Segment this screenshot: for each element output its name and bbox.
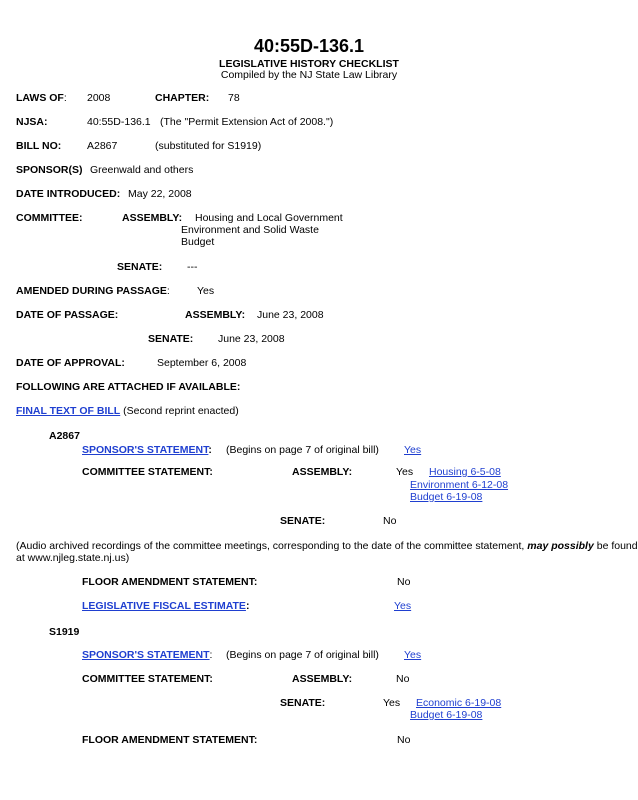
amended-row — [16, 285, 170, 297]
date-of-approval-value: September 6, 2008 — [157, 357, 247, 369]
budget-statement-link[interactable]: Budget 6-19-08 — [410, 491, 483, 503]
committee-assembly-label: ASSEMBLY: — [122, 212, 183, 224]
laws-of-row — [16, 92, 67, 104]
chapter-value: 78 — [228, 92, 240, 104]
audio-note-emphasis: may possibly — [527, 540, 594, 552]
audio-note-text: (Audio archived recordings of the committee meetings, corresponding to the date of the committee statement, — [16, 540, 525, 552]
budget-senate-statement-link[interactable]: Budget 6-19-08 — [410, 709, 483, 721]
a2867-sponsor-statement-yes-link[interactable]: Yes — [404, 444, 422, 456]
laws-of-label: LAWS OF — [16, 92, 64, 104]
final-text-link[interactable]: FINAL TEXT OF BILL — [16, 405, 121, 417]
amended-value: Yes — [197, 285, 215, 297]
s1919-sponsor-statement-row — [82, 649, 212, 661]
date-introduced-label: DATE INTRODUCED: — [16, 188, 121, 200]
housing-statement-link[interactable]: Housing 6-5-08 — [429, 466, 501, 478]
audio-note-text: be found — [596, 540, 638, 552]
page-title: 40:55D-136.1 — [253, 36, 365, 56]
committee-label: COMMITTEE: — [16, 212, 83, 224]
a2867-committee-assembly-label: ASSEMBLY: — [292, 466, 353, 478]
sponsors-value: Greenwald and others — [90, 164, 194, 176]
s1919-committee-assembly-label: ASSEMBLY: — [292, 673, 353, 685]
laws-of-colon: : — [63, 92, 67, 104]
a2867-sponsor-statement-row — [82, 444, 212, 456]
committee-senate-label: SENATE: — [117, 261, 163, 273]
s1919-sponsor-statement-yes-link[interactable]: Yes — [404, 649, 422, 661]
fiscal-estimate-link[interactable]: LEGISLATIVE FISCAL ESTIMATE — [82, 600, 246, 612]
njsa-value: 40:55D-136.1 — [87, 116, 151, 128]
passage-assembly-value: June 23, 2008 — [257, 309, 324, 321]
s1919-floor-amendment-label: FLOOR AMENDMENT STATEMENT: — [82, 734, 258, 746]
committee-assembly-value: Budget — [181, 236, 215, 248]
final-text-note: (Second reprint enacted) — [123, 405, 239, 417]
a2867-sponsor-statement-colon: : — [208, 444, 212, 456]
a2867-committee-senate-label: SENATE: — [280, 515, 326, 527]
a2867-sponsor-statement-link[interactable]: SPONSOR'S STATEMENT — [82, 444, 209, 456]
final-text-row — [16, 405, 239, 417]
committee-assembly-value: Environment and Solid Waste — [181, 224, 319, 236]
bill-no-note: (substituted for S1919) — [155, 140, 262, 152]
s1919-sponsor-statement-colon: : — [209, 649, 213, 661]
bill-no-value: A2867 — [87, 140, 118, 152]
s1919-committee-assembly-value: No — [396, 673, 410, 685]
a2867-sponsor-statement-note: (Begins on page 7 of original bill) — [226, 444, 379, 456]
bill-no-label: BILL NO: — [16, 140, 62, 152]
compiled-by: Compiled by the NJ State Law Library — [220, 69, 398, 81]
date-of-passage-label: DATE OF PASSAGE: — [16, 309, 119, 321]
committee-assembly-value: Housing and Local Government — [195, 212, 343, 224]
sponsors-label: SPONSOR(S) — [16, 164, 83, 176]
a2867-committee-assembly-value: Yes — [396, 466, 414, 478]
date-introduced-value: May 22, 2008 — [128, 188, 192, 200]
a2867-floor-amendment-label: FLOOR AMENDMENT STATEMENT: — [82, 576, 258, 588]
a2867-floor-amendment-value: No — [397, 576, 411, 588]
s1919-floor-amendment-value: No — [397, 734, 411, 746]
chapter-label: CHAPTER: — [155, 92, 210, 104]
committee-senate-value: --- — [187, 261, 198, 273]
passage-senate-label: SENATE: — [148, 333, 194, 345]
njsa-label: NJSA: — [16, 116, 48, 128]
s1919-committee-senate-value: Yes — [383, 697, 401, 709]
date-of-approval-label: DATE OF APPROVAL: — [16, 357, 125, 369]
audio-note — [16, 540, 638, 552]
following-heading: FOLLOWING ARE ATTACHED IF AVAILABLE: — [16, 381, 241, 393]
fiscal-estimate-yes-link[interactable]: Yes — [394, 600, 412, 612]
bill-s1919-label: S1919 — [49, 626, 80, 638]
a2867-committee-statement-label: COMMITTEE STATEMENT: — [82, 466, 213, 478]
fiscal-estimate-row — [82, 600, 249, 612]
economic-statement-link[interactable]: Economic 6-19-08 — [416, 697, 502, 709]
passage-assembly-label: ASSEMBLY: — [185, 309, 246, 321]
s1919-sponsor-statement-link[interactable]: SPONSOR'S STATEMENT — [82, 649, 210, 661]
bill-a2867-label: A2867 — [49, 430, 80, 442]
s1919-sponsor-statement-note: (Begins on page 7 of original bill) — [226, 649, 379, 661]
passage-senate-value: June 23, 2008 — [218, 333, 285, 345]
s1919-committee-senate-label: SENATE: — [280, 697, 326, 709]
laws-of-value: 2008 — [87, 92, 111, 104]
amended-label: AMENDED DURING PASSAGE — [16, 285, 167, 297]
environment-statement-link[interactable]: Environment 6-12-08 — [410, 479, 509, 491]
page-subtitle: LEGISLATIVE HISTORY CHECKLIST — [219, 58, 399, 70]
amended-colon: : — [166, 285, 170, 297]
audio-note-url: at www.njleg.state.nj.us) — [16, 552, 130, 564]
a2867-committee-senate-value: No — [383, 515, 397, 527]
s1919-committee-statement-label: COMMITTEE STATEMENT: — [82, 673, 213, 685]
njsa-note: (The "Permit Extension Act of 2008.") — [160, 116, 334, 128]
fiscal-estimate-colon: : — [245, 600, 250, 612]
